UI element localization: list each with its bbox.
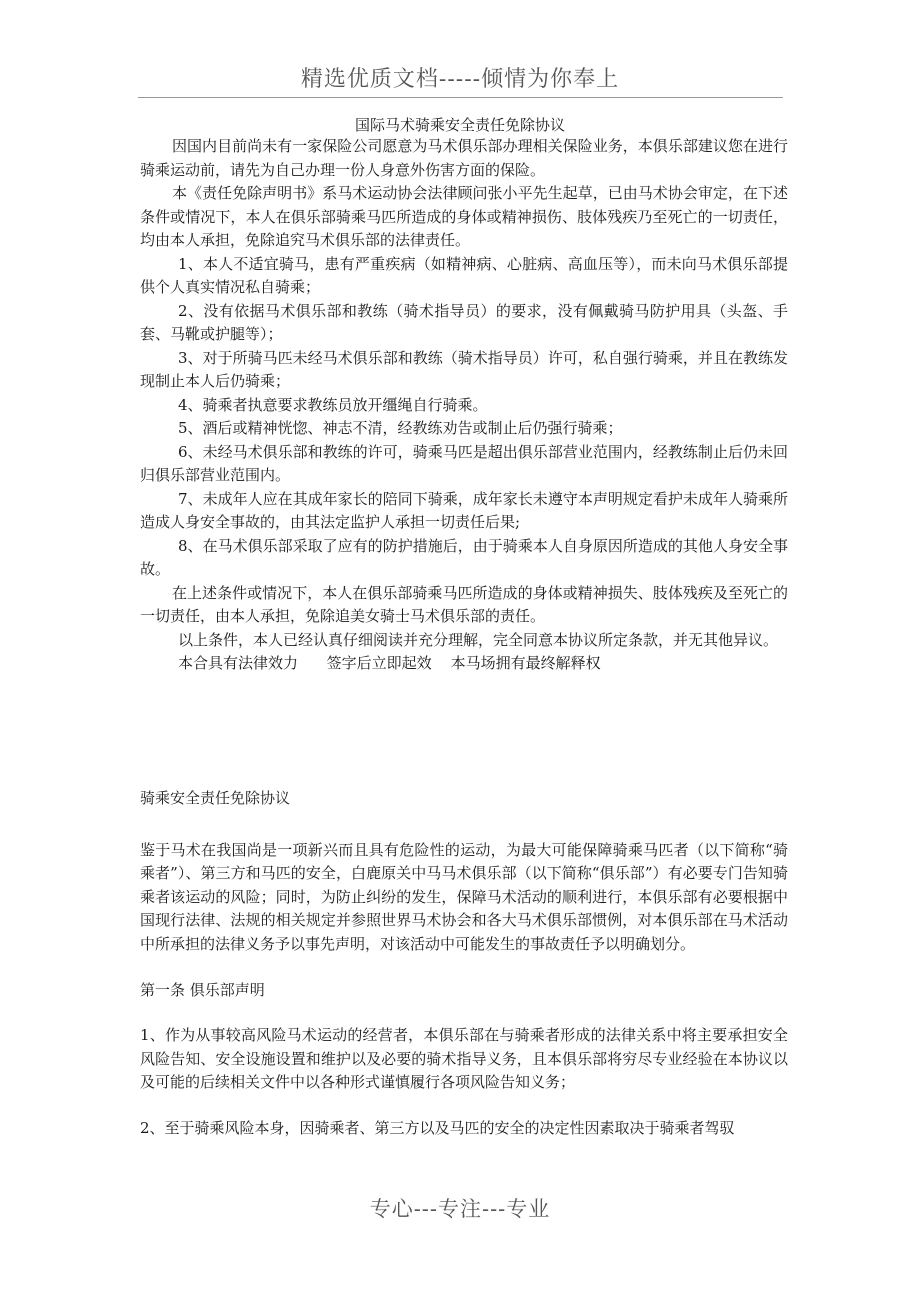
agreement1-closing-3: 本合具有法律效力 签字后立即起效 本马场拥有最终解释权 — [178, 654, 601, 672]
agreement1-item-7: 7、未成年人应在其成年家长的陪同下骑乘，成年家长未遵守本声明规定看护未成年人骑乘所造成人身安全事故的，由其法定监护人承担一切责任后果; — [140, 489, 788, 531]
agreement1-closing-2: 以上条件，本人已经认真仔细阅读并充分理解，完全同意本协议所定条款，并无其他异议。 — [178, 630, 779, 649]
agreement1-intro-2: 本《责任免除声明书》系马术运动协会法律顾问张小平先生起草，已由马术协会审定，在下述条件或情况下，本人在俱乐部骑乘马匹所造成的身体或精神损伤、肢体残疾乃至死亡的一切责任，均由本人承担，免除追究马术俱乐部的法律责任。 — [140, 184, 788, 249]
agreement1-item-1: 1、本人不适宜骑马，患有严重疾病（如精神病、心脏病、高血压等），而未向马术俱乐部提供个人真实情况私自骑乘； — [140, 254, 788, 296]
agreement1-item-4: 4、骑乘者执意要求教练员放开缰绳自行骑乘。 — [178, 395, 488, 414]
page-header: 精选优质文档-----倾情为你奉上 — [300, 67, 620, 92]
agreement1-item-5: 5、酒后或精神恍惚、神志不清，经教练劝告或制止后仍强行骑乘； — [178, 419, 623, 437]
agreement1-item-6: 6、未经马术俱乐部和教练的许可，骑乘马匹是超出俱乐部营业范围内，经教练制止后仍未回归俱乐部营业范围内。 — [140, 442, 788, 484]
agreement2-clause-1: 1、作为从事较高风险马术运动的经营者，本俱乐部在与骑乘者形成的法律关系中将主要承担安全风险告知、安全设施设置和维护以及必要的骑术指导义务，且本俱乐部将穷尽专业经验在本协议以及可能的后续相关文件中以各种形式谨慎履行各项风险告知义务； — [140, 1026, 788, 1092]
agreement1-item-3: 3、对于所骑马匹未经马术俱乐部和教练（骑术指导员）许可，私自强行骑乘，并且在教练发现制止本人后仍骑乘； — [140, 348, 788, 390]
agreement2-preamble: 鉴于马术在我国尚是一项新兴而且具有危险性的运动，为最大可能保障骑乘马匹者（以下简称“骑乘者”）、第三方和马匹的安全，白鹿原关中马马术俱乐部（以下简称“俱乐部”）有必要专门告知骑乘者该运动的风险；同时，为防止纠纷的发生，保障马术活动的顺利进行，本俱乐部有必要根据中国现行法律、法规的相关规定并参照世界马术协会和各大马术俱乐部惯例，对本俱乐部在马术活动中所承担的法律义务予以事先声明，对该活动中可能发生的事故责任予以明确划分。 — [140, 840, 788, 953]
agreement1-intro-1: 因国内目前尚未有一家保险公司愿意为马术俱乐部办理相关保险业务，本俱乐部建议您在进行骑乘运动前，请先为自己办理一份人身意外伤害方面的保险。 — [140, 137, 788, 179]
agreement1-closing-1: 在上述条件或情况下，本人在俱乐部骑乘马匹所造成的身体或精神损失、肢体残疾及至死亡的一切责任，由本人承担，免除追美女骑士马术俱乐部的责任。 — [140, 583, 788, 625]
agreement2-body — [140, 787, 788, 1141]
agreement1-body — [140, 135, 788, 676]
agreement2-article1-title: 第一条 俱乐部声明 — [140, 980, 265, 999]
agreement2-title: 骑乘安全责任免除协议 — [140, 789, 291, 807]
agreement2-clause-2: 2、至于骑乘风险本身，因骑乘者、第三方以及马匹的安全的决定性因素取决于骑乘者驾驭 — [140, 1118, 735, 1137]
page-footer: 专心---专注---专业 — [369, 1197, 551, 1221]
agreement1-item-8: 8、在马术俱乐部采取了应有的防护措施后，由于骑乘本人自身原因所造成的其他人身安全事故。 — [140, 536, 788, 578]
agreement1-item-2: 2、没有依据马术俱乐部和教练（骑术指导员）的要求，没有佩戴骑马防护用具（头盔、手套、马靴或护腿等）； — [140, 301, 788, 343]
header-divider — [138, 97, 783, 98]
agreement1-title: 国际马术骑乘安全责任免除协议 — [354, 116, 565, 134]
